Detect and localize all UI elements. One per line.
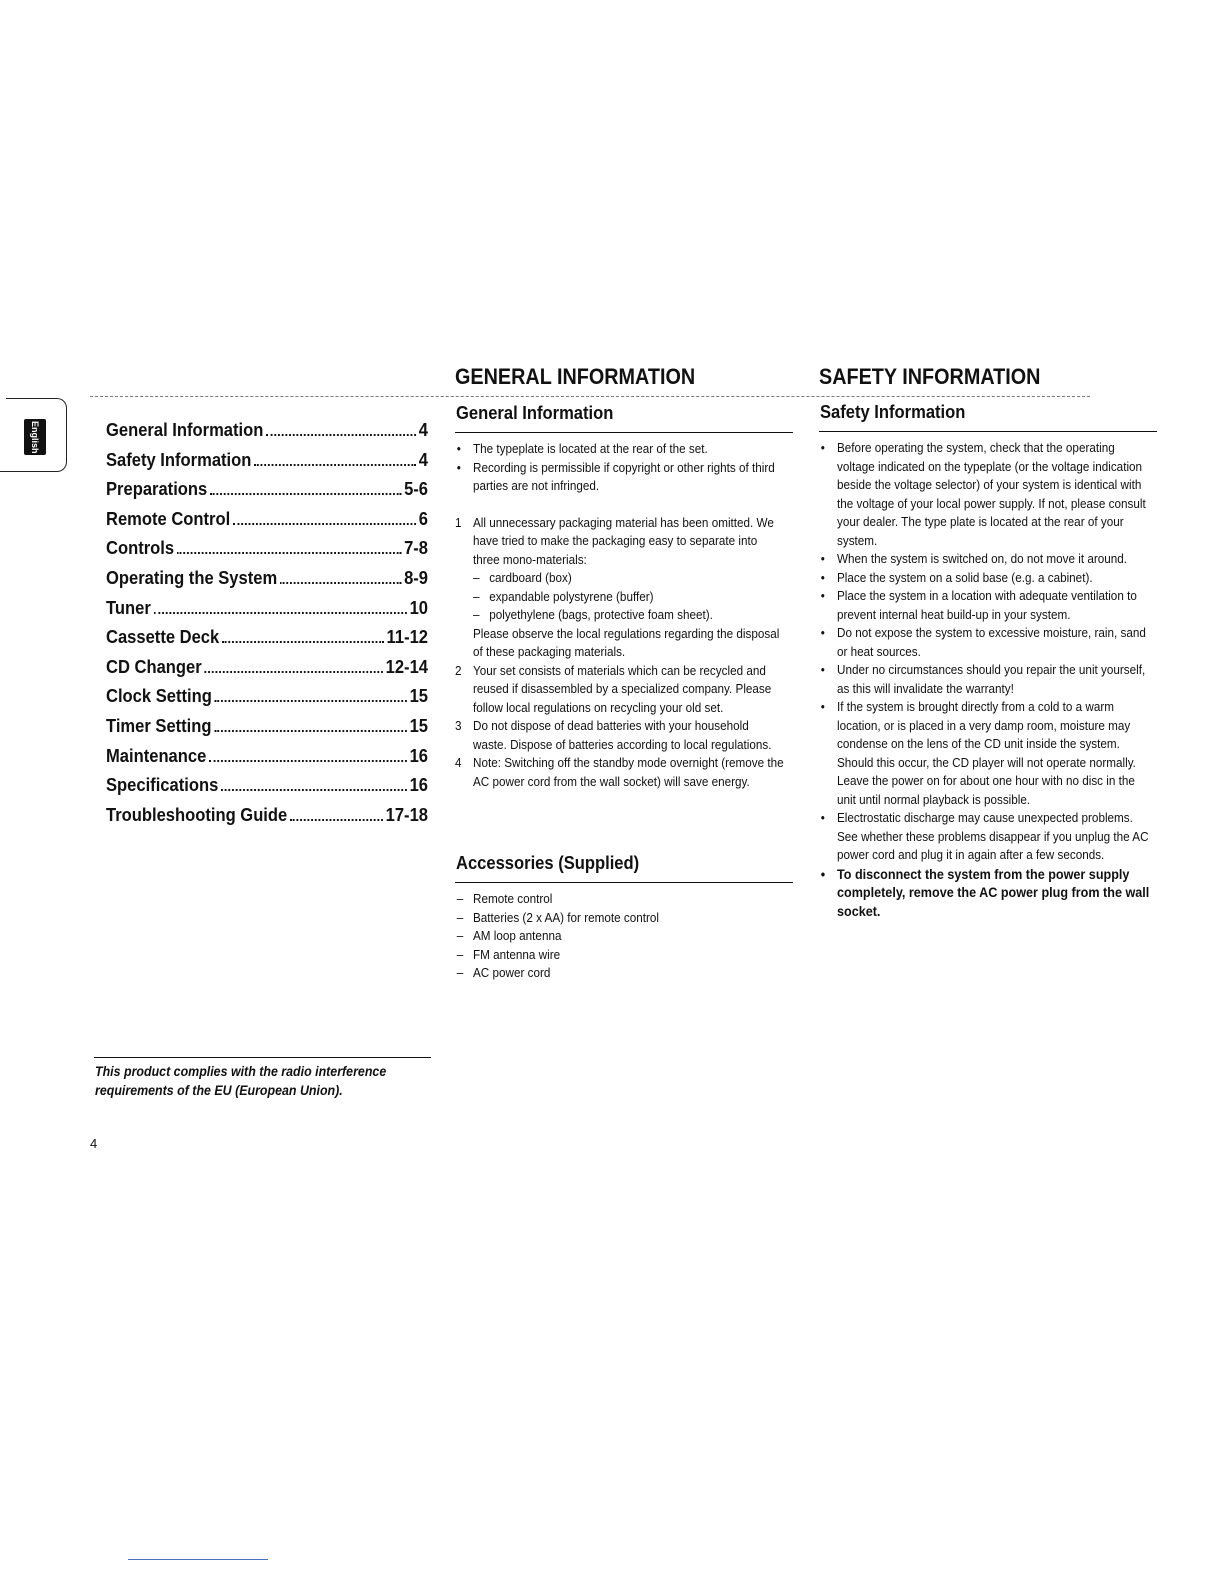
toc-item[interactable] xyxy=(106,420,428,450)
list-item: – Batteries (2 x AA) for remote control xyxy=(455,909,784,928)
list-text: Do not dispose of dead batteries with your household waste. Dispose of batteries according to local regulations. xyxy=(473,718,772,752)
compliance-note: This product complies with the radio interference requirements of the EU (European Union). xyxy=(95,1064,387,1098)
toc-item-title: Maintenance xyxy=(106,745,207,766)
list-item: • Before operating the system, check that the operating voltage indicated on the typeplate (or the voltage indication beside the voltage selector) of your system is identical with the voltage of your local power supply. If not, please consult your dealer. The type plate is located at the rear of your system. xyxy=(819,439,1150,550)
page-number: 4 xyxy=(90,1136,98,1151)
list-item: • Do not expose the system to excessive moisture, rain, sand or heat sources. xyxy=(819,624,1150,661)
toc-item-page: 15 xyxy=(409,686,428,707)
toc-item-page: 5-6 xyxy=(404,479,428,500)
safety-body xyxy=(819,439,1150,920)
general-numbered-list xyxy=(455,514,784,792)
toc-item-title: Controls xyxy=(106,538,175,559)
toc-item-title: Operating the System xyxy=(106,567,278,588)
list-item: – AM loop antenna xyxy=(455,927,784,946)
sub-item: – cardboard (box) xyxy=(473,569,784,588)
list-item: • If the system is brought directly from a cold to a warm location, or is placed in a very damp room, moisture may condense on the lens of the CD unit inside the system. Should this occur, the CD player will not operate normally. Leave the power on for about one hour with no disc in the unit until normal playback is possible. xyxy=(819,698,1150,809)
safety-section-title: SAFETY INFORMATION xyxy=(819,364,1041,389)
toc-item-title: Specifications xyxy=(106,775,219,796)
toc-leader xyxy=(221,789,407,791)
language-tab xyxy=(6,398,67,472)
toc-item-title: Preparations xyxy=(106,479,208,500)
toc-leader xyxy=(266,434,416,436)
sub-item: – expandable polystyrene (buffer) xyxy=(473,588,784,607)
toc-item-title: Remote Control xyxy=(106,508,231,529)
language-tab-base xyxy=(0,471,40,472)
toc-leader xyxy=(204,671,382,673)
general-body xyxy=(455,440,784,791)
toc-item-page: 10 xyxy=(409,597,428,618)
toc-item[interactable] xyxy=(106,627,428,657)
toc-item-page: 12-14 xyxy=(385,656,428,677)
safety-heading-rule xyxy=(819,431,1157,432)
toc-item-title: General Information xyxy=(106,420,264,440)
accessories-heading-rule xyxy=(455,882,793,883)
toc-item-page: 6 xyxy=(418,508,428,529)
table-of-contents xyxy=(106,420,428,834)
toc-item-page: 7-8 xyxy=(404,538,428,559)
toc-item[interactable] xyxy=(106,509,428,539)
list-item: • Recording is permissible if copyright or other rights of third parties are not infringed. xyxy=(455,459,784,496)
toc-item[interactable] xyxy=(106,450,428,480)
toc-leader xyxy=(177,552,401,554)
toc-item[interactable] xyxy=(106,568,428,598)
toc-item-page: 11-12 xyxy=(386,627,428,648)
general-heading-rule xyxy=(455,432,793,433)
list-number: 1 xyxy=(455,514,462,530)
list-number: 3 xyxy=(455,718,462,733)
toc-item[interactable] xyxy=(106,479,428,509)
toc-leader xyxy=(290,819,383,821)
general-section-title: GENERAL INFORMATION xyxy=(455,364,696,389)
list-item xyxy=(455,514,784,662)
toc-item-page: 16 xyxy=(409,745,428,766)
toc-item-page: 4 xyxy=(418,420,428,440)
list-number: 2 xyxy=(455,662,462,678)
toc-item-title: Tuner xyxy=(106,597,151,618)
accessories-body xyxy=(455,890,784,983)
toc-leader xyxy=(210,493,401,495)
toc-item-page: 8-9 xyxy=(404,567,428,588)
toc-leader xyxy=(233,523,416,525)
toc-leader xyxy=(215,700,407,702)
sub-item: – polyethylene (bags, protective foam sheet). xyxy=(473,606,784,625)
list-text: Note: Switching off the standby mode overnight (remove the AC power cord from the wall socket) will save energy. xyxy=(473,755,784,789)
toc-item[interactable] xyxy=(106,598,428,628)
toc-item-page: 15 xyxy=(409,715,428,736)
toc-item[interactable] xyxy=(106,775,428,805)
toc-item-page: 17-18 xyxy=(385,804,428,825)
toc-leader xyxy=(254,464,416,466)
list-text: Your set consists of materials which can be recycled and reused if disassembled by a specialized company. Please follow local regulations on recycling your old set. xyxy=(473,662,772,715)
list-item: • Under no circumstances should you repair the unit yourself, as this will invalidate the warranty! xyxy=(819,661,1150,698)
toc-leader xyxy=(214,730,407,732)
list-item xyxy=(455,662,784,718)
note-rule xyxy=(94,1057,431,1058)
list-item: – FM antenna wire xyxy=(455,946,784,965)
list-text: All unnecessary packaging material has been omitted. We have tried to make the packaging easy to separate into three mono-materials: xyxy=(473,514,774,567)
safety-heading: Safety Information xyxy=(820,402,966,422)
toc-leader xyxy=(209,760,407,762)
list-text: Please observe the local regulations regarding the disposal of these packaging materials. xyxy=(473,625,780,659)
list-item: • Place the system in a location with adequate ventilation to prevent internal heat build-up in your system. xyxy=(819,587,1150,624)
toc-item-title: CD Changer xyxy=(106,656,202,677)
list-item: • Electrostatic discharge may cause unexpected problems. See whether these problems disappear if you unplug the AC power cord and plug it in again after a few seconds. xyxy=(819,809,1150,865)
toc-item-title: Safety Information xyxy=(106,449,252,470)
toc-item[interactable] xyxy=(106,657,428,687)
accessories-heading: Accessories (Supplied) xyxy=(456,853,640,873)
bottom-line xyxy=(128,1559,268,1560)
toc-item[interactable] xyxy=(106,538,428,568)
toc-item[interactable] xyxy=(106,746,428,776)
toc-item-title: Troubleshooting Guide xyxy=(106,804,288,825)
list-item xyxy=(455,754,784,791)
toc-leader xyxy=(222,641,384,643)
list-item: • When the system is switched on, do not move it around. xyxy=(819,550,1150,569)
toc-item[interactable] xyxy=(106,805,428,835)
toc-leader xyxy=(154,612,407,614)
toc-item-title: Cassette Deck xyxy=(106,627,220,648)
general-bullets xyxy=(455,440,784,496)
general-heading: General Information xyxy=(456,403,614,423)
toc-item-page: 16 xyxy=(409,775,428,796)
list-item: • The typeplate is located at the rear of the set. xyxy=(455,440,784,459)
language-tab-label: English xyxy=(24,419,46,455)
list-item: • Place the system on a solid base (e.g. a cabinet). xyxy=(819,569,1150,588)
list-item: – AC power cord xyxy=(455,964,784,983)
list-item: – Remote control xyxy=(455,890,784,909)
toc-item-title: Clock Setting xyxy=(106,686,212,707)
accessories-list xyxy=(455,890,784,983)
toc-leader xyxy=(280,582,401,584)
safety-bullets xyxy=(819,439,1150,920)
toc-item[interactable] xyxy=(106,716,428,746)
list-number: 4 xyxy=(455,755,462,770)
toc-item[interactable] xyxy=(106,686,428,716)
list-item xyxy=(455,717,784,754)
toc-item-title: Timer Setting xyxy=(106,715,212,736)
top-divider xyxy=(90,396,1090,397)
list-item: • To disconnect the system from the power supply completely, remove the AC power plug from the wall socket. xyxy=(819,865,1150,921)
toc-item-page: 4 xyxy=(418,449,428,470)
